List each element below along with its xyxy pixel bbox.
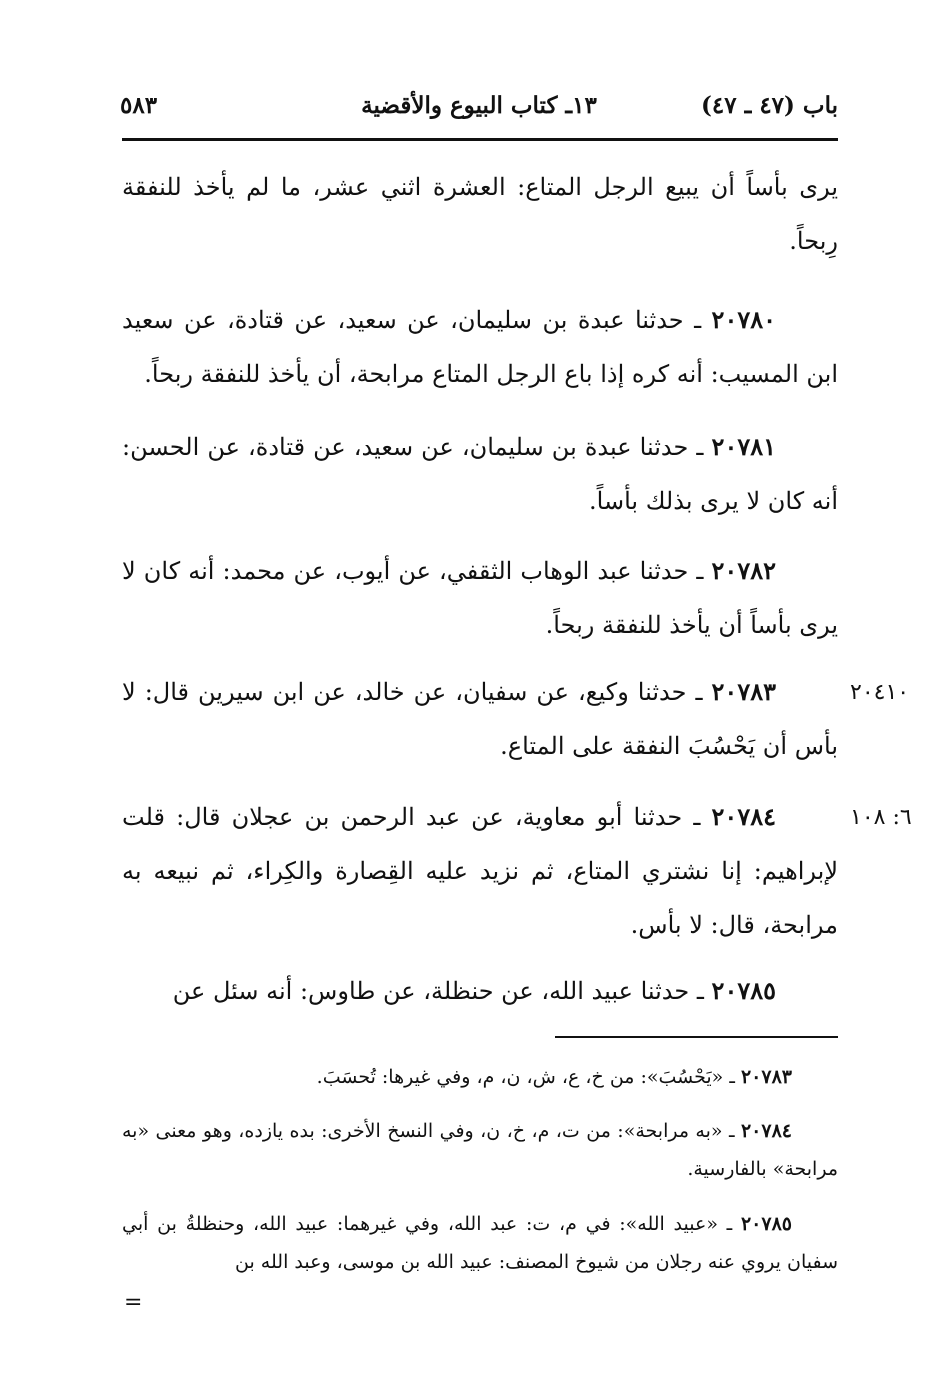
hadith-20781: [122, 420, 838, 528]
footnote-20785: [122, 1205, 838, 1281]
hadith-20782: [122, 544, 838, 652]
footnote-text: ـ «به مرابحة»: من ت، م، خ، ن، وفي النسخ الأخرى: بده يازده، وهو معنى «به مرابحة» بالفارسية.: [122, 1120, 838, 1180]
hadith-number: ٢٠٧٨٥: [711, 976, 776, 1005]
hadith-number: ٢٠٧٨٢: [711, 556, 776, 585]
hadith-text: ـ حدثنا عبدة بن سليمان، عن سعيد، عن قتادة، عن سعيد ابن المسيب: أنه كره إذا باع الرجل المتاع مرابحة، أن يأخذ للنفقة ربحاً.: [122, 306, 838, 388]
hadith-number: ٢٠٧٨٤: [711, 802, 776, 831]
footnote-number: ٢٠٧٨٤: [740, 1120, 792, 1142]
header-divider: [122, 138, 838, 141]
hadith-text: ـ حدثنا عبد الوهاب الثقفي، عن أيوب، عن محمد: أنه كان لا يرى بأساً أن يأخذ للنفقة ربحاً.: [122, 557, 838, 639]
hadith-20784: [122, 790, 838, 952]
hadith-20783: [122, 665, 838, 773]
hadith-text: ـ حدثنا عبدة بن سليمان، عن سعيد، عن قتادة، عن الحسن: أنه كان لا يرى بذلك بأساً.: [122, 433, 838, 515]
hadith-text: ـ حدثنا وكيع، عن سفيان، عن خالد، عن ابن سيرين قال: لا بأس أن يَحْسُبَ النفقة على المتاع.: [122, 678, 838, 760]
paragraph-text: يرى بأساً أن يبيع الرجل المتاع: العشرة اثني عشر، ما لم يأخذ للنفقة رِبحاً.: [122, 173, 838, 255]
chapter-heading: باب (٤٧ ـ ٤٧): [700, 92, 838, 119]
book-title: ١٣ـ كتاب البيوع والأقضية: [361, 92, 597, 119]
footnote-number: ٢٠٧٨٥: [740, 1213, 792, 1235]
hadith-text: ـ حدثنا عبيد الله، عن حنظلة، عن طاوس: أنه سئل عن: [172, 977, 704, 1005]
hadith-text: ـ حدثنا أبو معاوية، عن عبد الرحمن بن عجلان قال: قلت لإبراهيم: إنا نشتري المتاع، ثم نزيد عليه القِصارة والكِراء، ثم نبيعه به مرابحة، قال: لا بأس.: [122, 803, 839, 939]
hadith-number: ٢٠٧٨١: [711, 432, 776, 461]
footnote-20783: [122, 1058, 838, 1096]
footnote-text: ـ «عبيد الله»: في م، ت: عبد الله، وفي غيرهما: عبيد الله، وحنظلةُ بن أبي سفيان يروي عنه رجلان من شيوخ المصنف: عبيد الله بن موسى، وعبد الله بن: [122, 1213, 838, 1273]
margin-reference: ٦: ١٠٨: [850, 805, 912, 830]
continuation-mark: =: [124, 1290, 143, 1315]
page-number: ٥٨٣: [120, 92, 158, 119]
hadith-number: ٢٠٧٨٣: [711, 677, 776, 706]
footnote-20784: [122, 1112, 838, 1188]
footnote-text: ـ «يَحْسُبَ»: من خ، ع، ش، ن، م، وفي غيرها: تُحسَبَ.: [316, 1066, 735, 1088]
hadith-20785: [122, 964, 838, 1018]
footnote-divider: [555, 1036, 838, 1038]
hadith-20780: [122, 293, 838, 401]
footnote-number: ٢٠٧٨٣: [740, 1066, 792, 1088]
margin-reference: ٢٠٤١٠: [850, 680, 910, 705]
paragraph-continuation: [122, 160, 838, 268]
hadith-number: ٢٠٧٨٠: [711, 305, 776, 334]
page-header: [120, 88, 838, 132]
